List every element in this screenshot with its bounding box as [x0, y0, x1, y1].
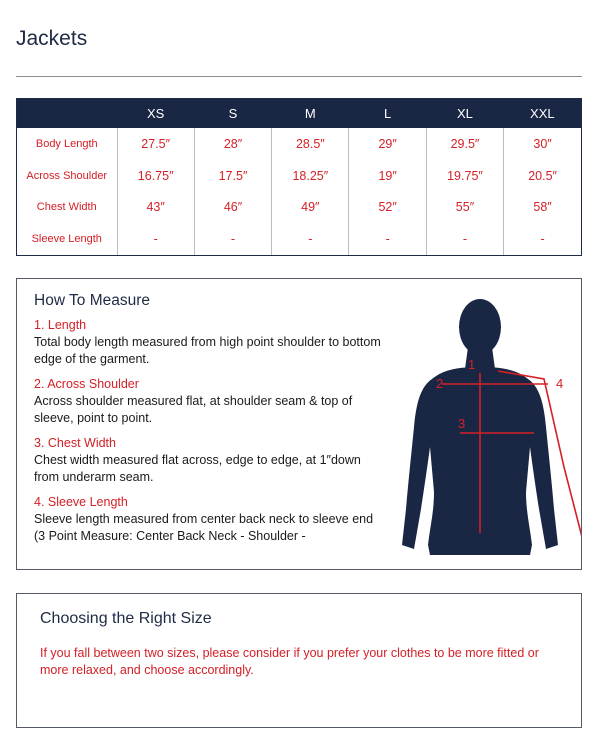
table-cell: 28″: [194, 128, 271, 160]
table-cell: -: [349, 223, 426, 255]
table-row: [17, 160, 581, 192]
measure-description: Total body length measured from high point shoulder to bottom edge of the garment.: [34, 335, 381, 366]
table-cell: 17.5″: [194, 160, 271, 192]
how-to-measure-panel: [16, 278, 582, 570]
how-to-measure-title: How To Measure: [34, 292, 151, 309]
measure-item-across-shoulder: [34, 376, 384, 427]
table-cell: -: [426, 223, 503, 255]
table-cell: 18.25″: [272, 160, 349, 192]
table-cell: 28.5″: [272, 128, 349, 160]
measure-heading: 3. Chest Width: [34, 436, 116, 450]
table-cell: 29.5″: [426, 128, 503, 160]
measure-heading: 2. Across Shoulder: [34, 377, 139, 391]
measure-item-chest-width: [34, 435, 384, 486]
marker-4: 4: [556, 376, 564, 391]
table-cell: 20.5″: [504, 160, 581, 192]
table-row: [17, 128, 581, 160]
table-cell: -: [272, 223, 349, 255]
marker-2: 2: [436, 376, 444, 391]
size-header-xxl: XXL: [530, 106, 555, 121]
size-header-m: M: [304, 106, 316, 121]
size-header-s: S: [228, 106, 238, 121]
choosing-size-panel: [16, 593, 582, 728]
table-cell: -: [117, 223, 194, 255]
table-cell: -: [194, 223, 271, 255]
table-cell: 52″: [349, 192, 426, 224]
table-cell: 55″: [426, 192, 503, 224]
size-header-blank: [17, 99, 117, 128]
table-row: [17, 223, 581, 255]
table-cell: 19.75″: [426, 160, 503, 192]
size-header-row: [17, 99, 581, 128]
measure-description: Sleeve length measured from center back neck to sleeve end (3 Point Measure: Center Back Neck - Shoulder -: [34, 512, 374, 543]
size-header-xl: XL: [457, 106, 473, 121]
table-cell: 27.5″: [117, 128, 194, 160]
page-title: Jackets: [16, 27, 88, 50]
measure-heading: 1. Length: [34, 318, 87, 332]
row-label: Sleeve Length: [31, 233, 102, 246]
measure-item-sleeve-length: [34, 494, 384, 545]
table-cell: 29″: [349, 128, 426, 160]
measure-description: Chest width measured flat across, edge to edge, at 1″down from underarm seam.: [34, 453, 361, 484]
marker-3: 3: [458, 416, 466, 431]
table-cell: 16.75″: [117, 160, 194, 192]
choosing-size-title: Choosing the Right Size: [40, 610, 212, 627]
measure-heading: 4. Sleeve Length: [34, 495, 128, 509]
table-cell: 49″: [272, 192, 349, 224]
measure-description: Across shoulder measured flat, at shoulder seam & top of sleeve, point to point.: [34, 394, 353, 425]
table-cell: 43″: [117, 192, 194, 224]
table-cell: 58″: [504, 192, 581, 224]
choosing-size-text: If you fall between two sizes, please consider if you prefer your clothes to be more fitted or more relaxed, and choose accordingly.: [40, 646, 539, 677]
table-cell: 19″: [349, 160, 426, 192]
size-chart-table: [16, 98, 582, 256]
size-header-xs: XS: [146, 106, 165, 121]
row-label: Across Shoulder: [26, 169, 108, 182]
size-header-l: L: [384, 106, 392, 121]
measure-instructions: [34, 317, 384, 553]
table-cell: 46″: [194, 192, 271, 224]
row-label: Body Length: [35, 137, 98, 150]
table-cell: -: [504, 223, 581, 255]
table-row: [17, 192, 581, 224]
measure-item-length: [34, 317, 384, 368]
row-label: Chest Width: [36, 201, 97, 214]
table-cell: 30″: [504, 128, 581, 160]
body-measurement-figure: [402, 287, 582, 567]
title-divider: [16, 76, 582, 77]
marker-1: 1: [468, 357, 476, 372]
